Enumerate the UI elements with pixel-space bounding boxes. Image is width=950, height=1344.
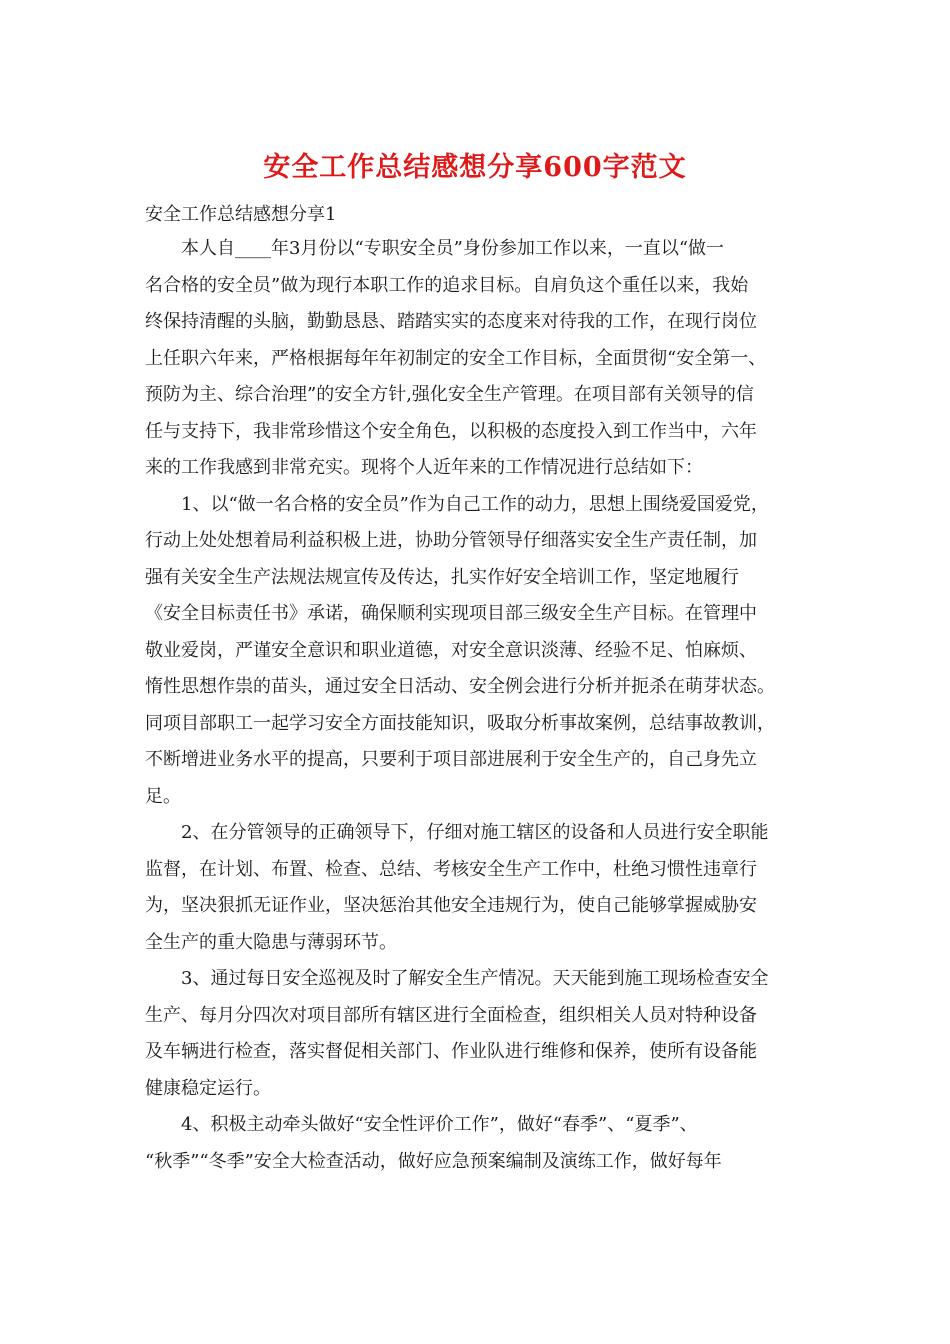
- text-line: 4、积极主动牵头做好“安全性评价工作”，做好“春季”、“夏季”、: [181, 1114, 698, 1135]
- page-title: 安全工作总结感想分享600字范文: [263, 152, 687, 183]
- text-line: 惰性思想作祟的苗头，通过安全日活动、安全例会进行分析并扼杀在萌芽状态。: [145, 676, 775, 697]
- text-line: 健康稳定运行。: [145, 1077, 271, 1099]
- paragraph: [145, 815, 825, 961]
- text-line: 足。: [145, 785, 181, 807]
- text-line: 来的工作我感到非常充实。现将个人近年来的工作情况进行总结如下：: [145, 457, 703, 478]
- paragraph: [145, 1107, 825, 1180]
- text-line: 监督，在计划、布置、检查、总结、考核安全生产工作中，杜绝习惯性违章行: [145, 858, 757, 880]
- text-line: 终保持清醒的头脑，勤勤恳恳、踏踏实实的态度来对待我的工作，在现行岗位: [145, 311, 757, 332]
- text-line: 敬业爱岗，严谨安全意识和职业道德，对安全意识淡薄、经验不足、怕麻烦、: [145, 639, 757, 661]
- text-line: 本人自____年3月份以“专职安全员”身份参加工作以来，一直以“做一: [181, 238, 725, 259]
- text-line: 全生产的重大隐患与薄弱环节。: [145, 931, 397, 953]
- text-line: 2、在分管领导的正确领导下，仔细对施工辖区的设备和人员进行安全职能: [181, 822, 769, 843]
- paragraph: [145, 231, 825, 487]
- text-line: “秋季”“冬季”安全大检查活动，做好应急预案编制及演练工作，做好每年: [145, 1150, 722, 1172]
- paragraph: [145, 487, 825, 816]
- text-line: 上任职六年来，严格根据每年年初制定的安全工作目标，全面贯彻“安全第一、: [145, 347, 767, 369]
- text-line: 为，坚决狠抓无证作业，坚决惩治其他安全违规行为，使自己能够掌握威胁安: [145, 895, 757, 916]
- text-line: 任与支持下，我非常珍惜这个安全角色，以积极的态度投入到工作当中，六年: [145, 420, 757, 442]
- text-line: 《安全目标责任书》承诺，确保顺利实现项目部三级安全生产目标。在管理中: [145, 603, 757, 624]
- text-line: 预防为主、综合治理”的安全方针,强化安全生产管理。在项目部有关领导的信: [145, 384, 754, 405]
- text-line: 行动上处处想着局利益积极上进，协助分管领导仔细落实安全生产责任制，加: [145, 530, 757, 551]
- text-line: 及车辆进行检查，落实督促相关部门、作业队进行维修和保养，使所有设备能: [145, 1041, 757, 1062]
- text-line: 同项目部职工一起学习安全方面技能知识，吸取分析事故案例，总结事故教训，: [145, 712, 775, 734]
- text-line: 强有关安全生产法规法规宣传及传达，扎实作好安全培训工作，坚定地履行: [145, 566, 739, 588]
- section-subtitle: 安全工作总结感想分享1: [145, 204, 337, 225]
- document-body: [145, 231, 825, 1180]
- paragraph: [145, 961, 825, 1107]
- text-line: 3、通过每日安全巡视及时了解安全生产情况。天天能到施工现场检查安全: [181, 968, 769, 989]
- text-line: 不断增进业务水平的提高，只要利于项目部进展利于安全生产的，自己身先立: [145, 749, 757, 770]
- text-line: 1、以“做一名合格的安全员”作为自己工作的动力，思想上围绕爱国爱党，: [181, 493, 769, 515]
- text-line: 生产、每月分四次对项目部所有辖区进行全面检查，组织相关人员对特种设备: [145, 1004, 757, 1026]
- text-line: 名合格的安全员”做为现行本职工作的追求目标。自肩负这个重任以来，我始: [145, 274, 749, 296]
